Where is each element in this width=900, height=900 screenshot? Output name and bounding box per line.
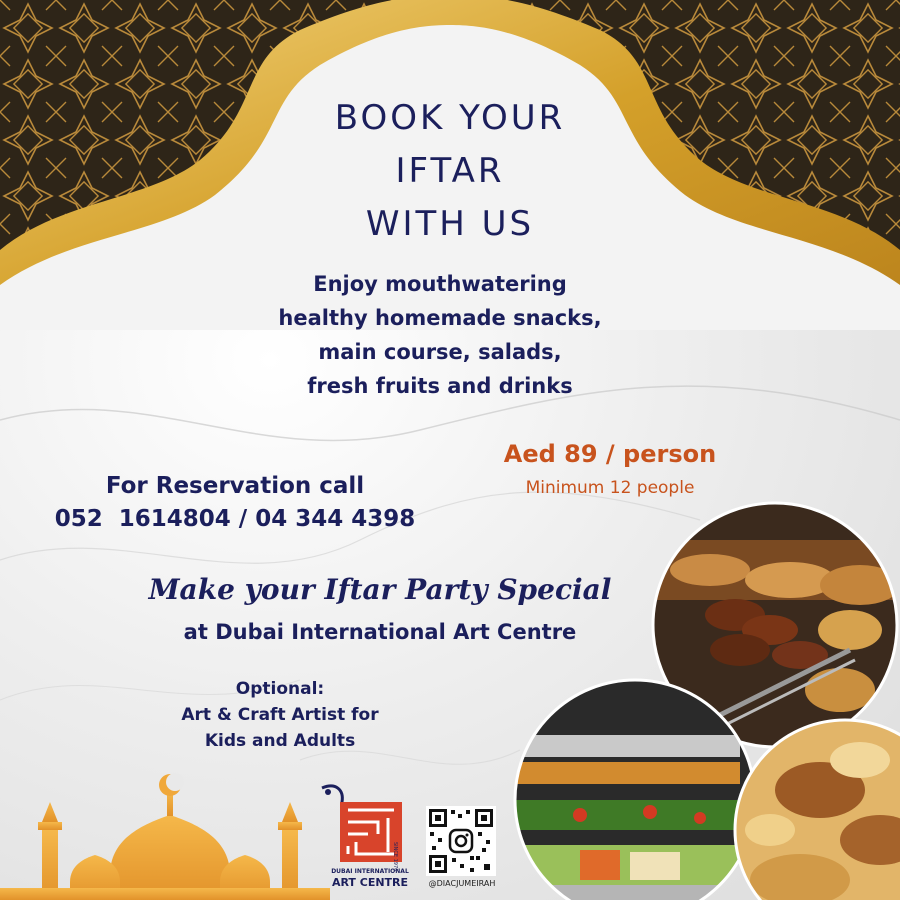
headline-line: IFTAR [395,151,505,191]
reservation-label: For Reservation call [105,473,365,499]
mosque-silhouette-icon [0,770,330,900]
logo-since: SINCE 1976 [392,842,398,872]
reservation-info [40,470,430,536]
description-line: fresh fruits and drinks [307,374,573,398]
description-line: Enjoy mouthwatering [313,272,567,296]
description-line: main course, salads, [318,340,562,364]
optional-line: Optional: [235,679,325,699]
optional-extras [140,676,420,754]
headline-line: BOOK YOUR [334,98,566,138]
price-label: Aed 89 / person [503,440,717,468]
minimum-guests: Minimum 12 people [525,478,695,498]
diac-logo [318,780,418,870]
optional-line: Art & Craft Artist for [181,705,379,725]
phone-numbers: 052 1614804 / 04 344 4398 [54,506,416,532]
logo-line-1: DUBAI INTERNATIONAL [331,868,409,875]
menu-description [150,267,730,403]
venue-line: at Dubai International Art Centre [183,620,577,644]
qr-code[interactable] [426,806,496,876]
social-handle[interactable]: @DIACJUMEIRAH [428,879,496,888]
headline [0,92,900,251]
tagline: Make your Iftar Party Special [148,573,612,606]
headline-line: WITH US [365,204,535,244]
optional-line: Kids and Adults [204,731,356,751]
food-photos [500,500,900,900]
crescent-moon-icon [159,773,184,796]
instagram-icon [450,830,472,852]
description-line: healthy homemade snacks, [278,306,602,330]
logo-line-2: ART CENTRE [331,876,409,889]
